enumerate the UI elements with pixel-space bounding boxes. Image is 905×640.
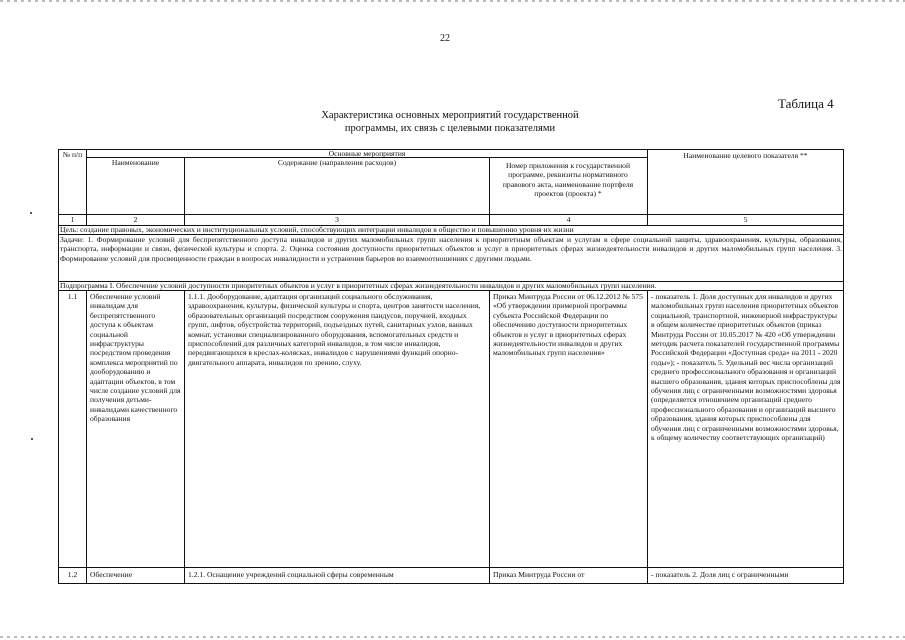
colnum-2: 2: [133, 215, 138, 224]
header-content: Содержание (направления расходов): [277, 158, 397, 167]
header-docs: Номер приложения к государственной программе, реквизиты нормативного правового акта, наименование портфеля проектов (проекта) *: [502, 161, 634, 199]
title-line-2: программы, их связь с целевыми показателями: [344, 122, 556, 134]
row-1-1-number: 1.1: [67, 292, 78, 301]
title-line-1: Характеристика основных мероприятий государственной: [321, 110, 579, 121]
scan-speck: [31, 438, 33, 440]
colnum-5: 5: [743, 215, 748, 224]
document-title: [200, 110, 700, 135]
table-label: Таблица 4: [778, 96, 834, 111]
header-num: № п/п: [62, 150, 83, 159]
colnum-4: 4: [566, 215, 571, 224]
goal-row: Цель: создание правовых, экономических и институциональных условий, способствующих интеграции инвалидов в общество и повышению уровня их жизни: [60, 225, 574, 234]
scan-edge-bottom: [0, 636, 905, 638]
scan-edge-top: [0, 0, 905, 2]
row-1-2-indicator: - показатель 2. Доля лиц с ограниченными: [651, 570, 789, 579]
row-1-1-name: Обеспечение условий инвалидам для беспрепятственного доступа к объектам социальной инфраструктуры посредством проведения комплекса мероприятий по дооборудованию и адаптации объектов, в том числе создание условий для получения детьми-инвалидами качественного образования: [90, 292, 181, 424]
row-1-1-docs: Приказ Минтруда России от 06.12.2012 № 575 «Об утверждении примерной программы субъекта Российской Федерации по обеспечению доступности приоритетных объектов и услуг в приоритетных сферах жизнедеятельности инвалидов и других маломобильных групп населения»: [493, 292, 643, 358]
row-1-2-name: Обеспечение: [90, 570, 133, 579]
header-name: Наименование: [111, 158, 160, 167]
header-indicator: Наименование целевого показателя **: [683, 151, 808, 160]
colnum-1: 1: [70, 215, 75, 224]
subprogram-row: Подпрограмма I. Обеспечение условий доступности приоритетных объектов и услуг в приоритетных сферах жизнедеятельности инвалидов и других маломобильных групп населения.: [60, 281, 657, 290]
colnum-3: 3: [335, 215, 339, 224]
header-group: Основные мероприятия: [328, 149, 406, 158]
row-1-2-content: 1.2.1. Оснащение учреждений социальной сферы современным: [188, 570, 394, 579]
page-number: 22: [440, 33, 450, 44]
tasks-row: Задачи: 1. Формирование условий для беспрепятственного доступа инвалидов и других маломобильных групп населения к приоритетным объектам и услугам в сфере социальной защиты, здравоохранения, культуры, образования, транспорта, информации и связи, физической культуры и спорта. 2. Оценка состояния доступности приоритетных объектов и услуг в приоритетных сферах жизнедеятельности инвалидов и других маломобильных групп населения. 3. Формирование условий для просвещенности граждан в вопросах инвалидности и устранения барьеров во взаимоотношениях с другими людьми.: [60, 235, 842, 263]
row-1-2-docs: Приказ Минтруда России от: [493, 570, 585, 579]
scan-speck: [30, 212, 32, 214]
row-1-1-content: 1.1.1. Дооборудование, адаптация организаций социального обслуживания, здравоохранения, культуры, физической культуры и спорта, центров занятости населения, образовательных организаций посредством сооружения пандусов, поручней, входных групп, лифтов, обустройства территорий, подъездных путей, санитарных узлов, ванных комнат, установки специализированного оборудования, вспомогательных средств и приспособлений для различных категорий инвалидов, в том числе инвалидов, передвигающихся в креслах-колясках, инвалидов с нарушениями функций опорно-двигательного аппарата, инвалидов по зрению, слуху.: [188, 292, 481, 367]
row-1-2-number: 1.2: [67, 570, 78, 579]
row-1-1-indicator: - показатель 1. Доля доступных для инвалидов и других маломобильных групп населения приоритетных объектов социальной, транспортной, инженерной инфраструктуры в общем количестве приоритетных объектов (приказ Минтруда России от 10.05.2017 № 420 «Об утверждении методик расчета показателей государственной программы Российской Федерации «Доступная среда» на 2011 - 2020 годы»); - показатель 5. Удельный вес числа организаций среднего профессионального образования и организаций высшего образования, здания которых приспособлены для обучения лиц с ограниченными возможностями здоровья (определяется отношением организаций среднего профессионального образования и организаций высшего образования, здания которых приспособлены для обучения лиц с ограниченными возможностями здоровья, к общему количеству соответствующих организаций): [651, 292, 841, 443]
